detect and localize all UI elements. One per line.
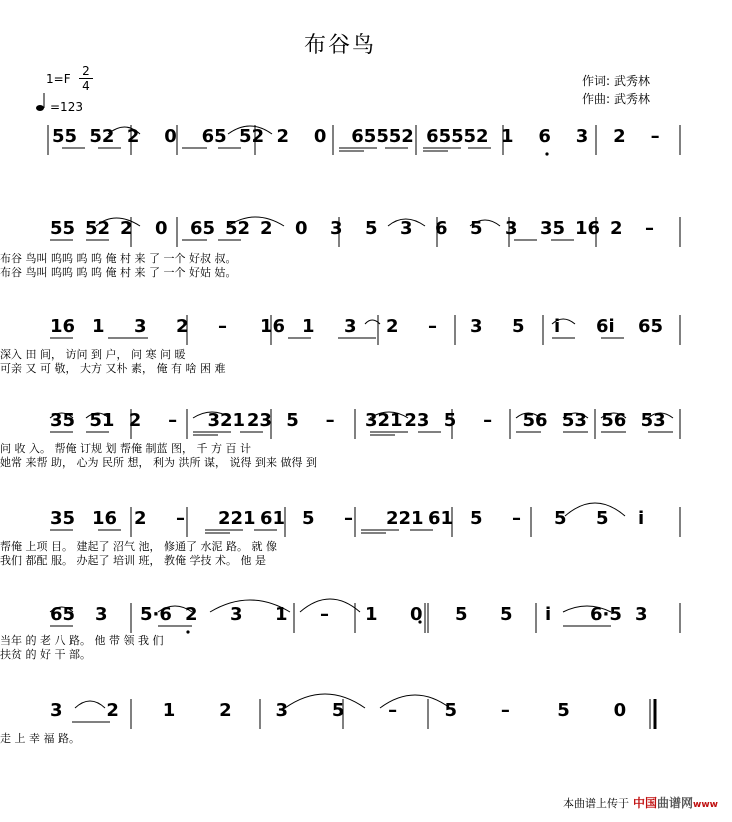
note-token: 5	[470, 218, 483, 239]
note-token: 3	[275, 700, 288, 721]
note-token: 5	[444, 700, 458, 721]
note-token: –	[483, 410, 493, 431]
note-token: i	[545, 604, 552, 625]
note-token: 1	[275, 604, 288, 625]
note-token: 16	[575, 218, 601, 239]
page-title: 布谷鸟	[303, 33, 376, 58]
note-token: 1	[162, 700, 176, 721]
note-token: 52	[85, 218, 111, 239]
note-token: 1	[500, 126, 514, 147]
note-token: 221	[386, 508, 424, 529]
note-token: 2	[219, 700, 232, 721]
note-token: 5·6	[140, 604, 172, 625]
note-token: 5	[470, 508, 483, 529]
note-token: 2	[120, 218, 133, 239]
note-token: 655	[426, 126, 464, 147]
note-token: 56	[522, 410, 548, 431]
note-token: 3	[95, 604, 108, 625]
score-system-5	[0, 502, 732, 572]
note-token: 3	[575, 126, 589, 147]
score-system-3	[0, 310, 732, 380]
note-token: 3	[344, 316, 357, 337]
composer-label: 作曲:	[582, 92, 611, 106]
lyricist-name: 武秀林	[614, 74, 651, 88]
system-6-lyric-verse-1: 当年 的 老 八 路。 他 带 领 我 们	[0, 634, 164, 647]
brand-main: 曲谱网	[657, 796, 694, 810]
note-token: –	[650, 126, 660, 147]
note-token: –	[388, 700, 398, 721]
score-system-6	[0, 598, 732, 668]
note-token: 52	[388, 126, 414, 147]
score-system-4	[0, 404, 732, 474]
note-token: 5	[596, 508, 609, 529]
note-token: 0	[295, 218, 308, 239]
note-token: 16	[50, 316, 76, 337]
note-token: 52	[89, 126, 115, 147]
note-token: 2	[276, 126, 289, 147]
note-token: 65	[190, 218, 216, 239]
note-token: 221	[218, 508, 256, 529]
composer-name: 武秀林	[614, 92, 651, 106]
note-token: 52	[463, 126, 489, 147]
note-token: 0	[613, 700, 627, 721]
brand-suffix: www	[693, 800, 718, 810]
note-token: 35	[50, 410, 76, 431]
note-token: –	[512, 508, 521, 529]
note-token: 61	[428, 508, 454, 529]
note-token: 55	[50, 218, 76, 239]
note-token: 2	[386, 316, 399, 337]
note-token: 3	[635, 604, 648, 625]
note-token: 23	[246, 410, 272, 431]
note-token: –	[325, 410, 335, 431]
note-token: 1	[365, 604, 378, 625]
note-token: 5	[512, 316, 525, 337]
note-token: 5	[500, 604, 513, 625]
note-token: 2	[185, 604, 198, 625]
note-token: 2	[613, 126, 626, 147]
note-token: 1	[92, 316, 105, 337]
lyricist-label: 作词:	[582, 74, 611, 88]
time-signature-bottom: 4	[79, 78, 93, 93]
note-token: 61	[260, 508, 286, 529]
quarter-note-icon	[36, 92, 46, 112]
note-token: 3	[330, 218, 343, 239]
note-token: 3	[400, 218, 413, 239]
system-3-lines	[0, 310, 732, 350]
note-token: 35	[50, 508, 76, 529]
note-token: 0	[313, 126, 327, 147]
upload-text: 本曲谱上传于	[563, 796, 630, 810]
note-token: 6i	[596, 316, 615, 337]
note-token: i	[554, 316, 561, 337]
note-token: 5	[455, 604, 468, 625]
score-system-1	[0, 120, 732, 160]
system-4-lyric-verse-2: 她常 来帮 助， 心为 民所 想， 利为 洪所 谋， 说得 到来 做得 到	[0, 456, 317, 469]
system-6-lyric-verse-2: 扶贫 的 好 干 部。	[0, 648, 91, 661]
time-signature	[79, 64, 93, 93]
system-4-lyric-verse-1: 问 收 入。 帮俺 订规 划 帮俺 制蓝 图， 千 方 百 计	[0, 442, 251, 455]
note-token: 2	[134, 508, 147, 529]
note-token: 2	[106, 700, 119, 721]
note-token: 0	[155, 218, 168, 239]
note-token: 0	[164, 126, 177, 147]
note-token: 5	[554, 508, 567, 529]
note-token: 51	[89, 410, 115, 431]
note-token: 56	[601, 410, 627, 431]
note-token: i	[638, 508, 645, 529]
system-2-lyric-verse-2: 布谷 鸟叫 呜呜 呜 呜 俺 村 来 了 一个 好姑 姑。	[0, 266, 237, 279]
system-5-lyric-verse-2: 我们 都配 服。 办起了 培训 班， 教俺 学技 术。 他 是	[0, 554, 266, 567]
note-token: 655	[351, 126, 389, 147]
system-5-lyric-verse-1: 帮俺 上项 目。 建起了 沼气 池， 修通了 水泥 路。 就 像	[0, 540, 277, 553]
note-token: 65	[50, 604, 76, 625]
note-token: 5	[331, 700, 345, 721]
note-token: 2	[176, 316, 189, 337]
key-signature: 1=F	[46, 72, 71, 86]
note-token: 3	[50, 700, 63, 721]
composer-credit	[582, 90, 650, 107]
note-token: 23	[404, 410, 430, 431]
note-token: 5	[286, 410, 299, 431]
note-token: 3	[470, 316, 483, 337]
note-token: 35	[540, 218, 566, 239]
note-token: 55	[52, 126, 78, 147]
note-token: 2	[128, 410, 142, 431]
brand-prefix: 中国	[633, 796, 658, 810]
note-token: 5	[557, 700, 570, 721]
time-signature-top: 2	[82, 64, 90, 78]
system-3-lyric-verse-1: 深入 田 间， 访问 到 户， 问 寒 问 暖	[0, 348, 186, 361]
score-system-7	[0, 694, 732, 744]
note-token: 3	[505, 218, 518, 239]
note-token: –	[176, 508, 185, 529]
note-token: 6·5	[590, 604, 622, 625]
score-system-2	[0, 212, 732, 282]
note-token: –	[320, 604, 329, 625]
note-token: 3	[230, 604, 243, 625]
site-logo	[633, 794, 718, 811]
note-token: 53	[640, 410, 666, 431]
note-token: 321	[365, 410, 403, 431]
note-token: 52	[239, 126, 265, 147]
note-token: 2	[126, 126, 140, 147]
note-token: –	[218, 316, 227, 337]
note-token: 5	[365, 218, 378, 239]
note-token: 53	[561, 410, 587, 431]
note-token: 6	[435, 218, 448, 239]
note-token: –	[344, 508, 353, 529]
note-token: –	[645, 218, 654, 239]
tempo-marking: =123	[50, 100, 83, 114]
system-3-lyric-verse-2: 可亲 又 可 敬， 大方 又朴 素， 俺 有 啥 困 难	[0, 362, 226, 375]
footer-attribution	[563, 794, 718, 811]
note-token: 16	[92, 508, 118, 529]
note-token: 65	[201, 126, 227, 147]
lyricist-credit	[582, 72, 650, 89]
note-token: 3	[134, 316, 147, 337]
note-token: 16	[260, 316, 286, 337]
note-token: 1	[302, 316, 315, 337]
note-token: 321	[207, 410, 246, 431]
note-token: 65	[638, 316, 664, 337]
note-token: 2	[610, 218, 623, 239]
note-token: 5	[302, 508, 315, 529]
note-token: –	[168, 410, 178, 431]
note-token: –	[428, 316, 437, 337]
system-2-lyric-verse-1: 布谷 鸟叫 呜呜 呜 呜 俺 村 来 了 一个 好叔 叔。	[0, 252, 237, 265]
note-token: 0	[410, 604, 423, 625]
note-token: –	[500, 700, 510, 721]
note-token: 6	[538, 126, 551, 147]
system-7-lyric-verse-1: 走 上 幸 福 路。	[0, 732, 80, 745]
note-token: 5	[443, 410, 457, 431]
note-token: 2	[260, 218, 273, 239]
note-token: 52	[225, 218, 251, 239]
